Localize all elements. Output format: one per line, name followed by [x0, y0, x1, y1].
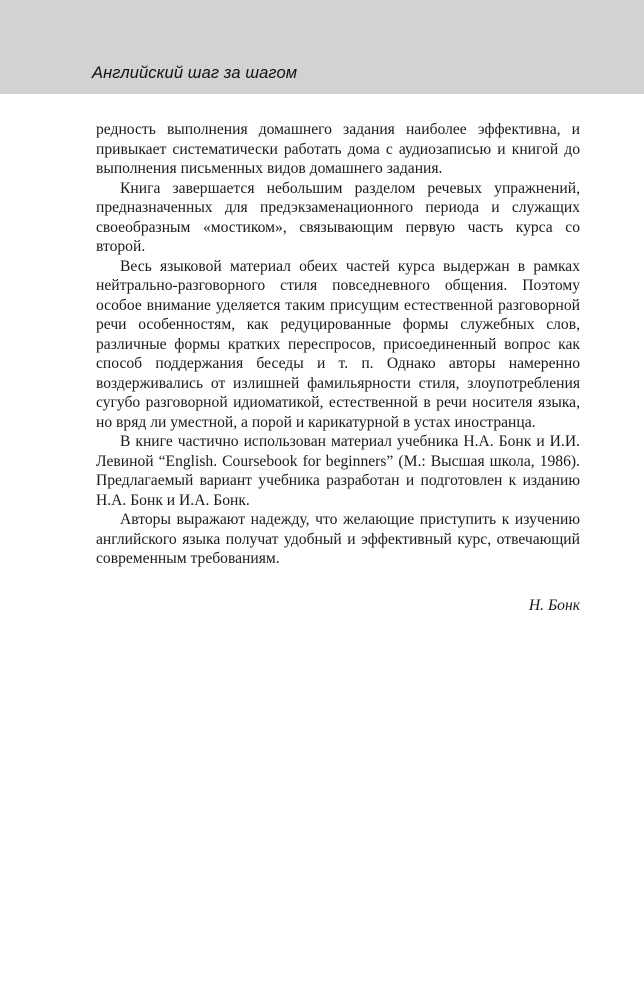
- author-signature: Н. Бонк: [528, 597, 580, 614]
- paragraph-3: Весь языковой материал обеих частей курса выдержан в рамках нейтрально-разговорного стиля повседневного общения. Поэтому особое внимание уделяется таким присущим естественной разговорной речи особенностям, как редуцированные формы служебных слов, различные формы кратких переспросов, присоединенный вопрос как способ поддержания беседы и т. п. Однако авторы намеренно воздерживались от излишней фамильярности стиля, злоупотребления сугубо разговорной идиоматикой, естественной в речи носителя языка, но вряд ли уместной, а порой и карикатурной в устах иностранца.: [96, 257, 580, 431]
- paragraph-2: Книга завершается небольшим разделом речевых упражнений, предназначенных для предэкзаменационного периода и служащих своеобразным «мостиком», связывающим первую часть курса со второй.: [96, 179, 580, 255]
- preface-text: [96, 120, 580, 569]
- paragraph-4: В книге частично использован материал учебника Н.А. Бонк и И.И. Левиной “English. Coursebook for beginners” (М.: Высшая школа, 1986). Предлагаемый вариант учебника разработан и подготовлен к изданию Н.А. Бонк и И.А. Бонк.: [96, 433, 580, 509]
- paragraph-1: редность выполнения домашнего задания наиболее эффективна, и привыкает систематически работать дома с аудиозаписью и книгой до выполнения письменных видов домашнего задания.: [96, 121, 580, 177]
- running-head-title: Английский шаг за шагом: [92, 64, 298, 82]
- header-band: [0, 0, 644, 94]
- paragraph-5: Авторы выражают надежду, что желающие приступить к изучению английского языка получат удобный и эффективный курс, отвечающий современным требованиям.: [96, 511, 580, 567]
